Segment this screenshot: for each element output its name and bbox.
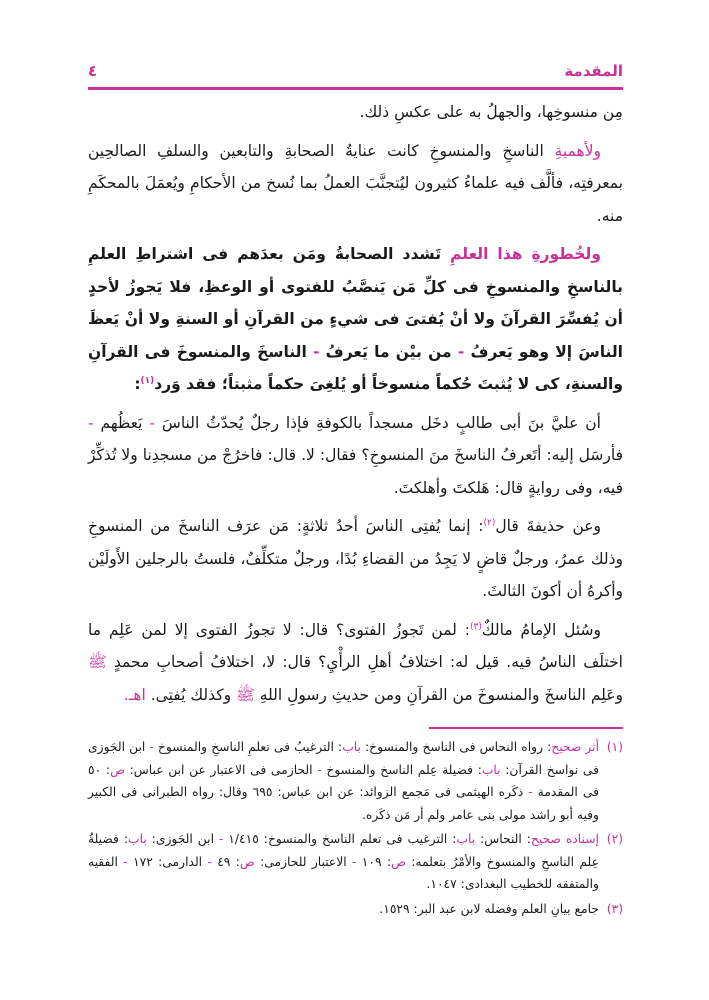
header-divider [88,87,623,90]
text-segment: : إنما يُفتِى الناسَ أحدُ ثلاثةٍ: مَن عرَف الناسخَ من المنسوخِ وذلك عمرُ، ورجلٌ قاضٍ لا يَجِدُ من القضاءِ بُدًا، ورجلٌ متكلِّفٌ، فلستُ بالرجلين الأَولَيْن وأكرهُ أن أكونَ الثالثَ. [88,517,623,600]
text-segment: وكذلك يُفتِى. [145,685,237,704]
highlighted-text: باب [342,740,361,754]
highlighted-text: - [313,342,320,361]
footnote-number: (٣) [606,901,623,916]
text-segment: مِن منسوخِها، والجهلُ به على عكسِ ذلك. [359,103,623,121]
paragraph [88,407,623,505]
highlighted-text: - [528,785,533,799]
highlighted-text: اهـ. [123,685,146,704]
text-segment: الاعتبار للحازمى: [254,854,353,869]
highlighted-text: ص [391,854,406,869]
highlighted-text: أثر صحيح [551,740,599,754]
footnote-reference[interactable]: (٢) [483,517,496,528]
text-segment: : ١٠٩ [356,854,392,869]
text-segment: : ٤٩ [211,854,240,869]
highlighted-text: - [123,854,128,869]
page-header [88,56,623,86]
text-segment: جامع بيانِ العلم وفضله لابن عبد البر: ١٥٢٩. [379,901,599,916]
text-segment: الفقيه والمتفقه للخطيب البغدادى: ١٠٤٧. [88,854,599,891]
text-segment: : فضيلة عِلم الناسخ والمنسوخ [321,762,482,777]
text-segment: ذكَره الهيثمى فى مَجمع الزوائد: عن ابن عباس: ٦٩٥ وقال: رواه الطبرانى فى الكبير وفيه أبو راشد مولى بنى عامر ولم أر مَن ذكَره. [88,785,599,822]
chapter-title: المقدمة [564,62,623,80]
text-segment: الحازمى فى الاعتبار عن ابن عباس: [124,762,318,777]
page-number: ٤ [88,62,98,80]
footnote [88,898,623,921]
text-segment: : الترغيب فى تعلم الناسخ والمنسوخ: ١/٤١٥ [223,832,457,846]
highlighted-text: - [352,854,357,869]
highlighted-text: - [88,413,94,432]
text-segment: ابن الجَوزى فى نواسخ القرآن: [88,740,599,777]
footnote-reference[interactable]: (١) [140,375,155,386]
footnote-number: (٢) [606,832,623,846]
text-segment: : فضيلةُ عِلم الناسخِ والمنسوخ والأمْرُ بتعلمه: [88,832,599,869]
highlighted-text: ص [239,854,255,869]
main-text [88,96,623,717]
footnote [88,828,623,896]
highlighted-text: ولأهميةِ [554,141,601,160]
footnote-divider [429,727,623,729]
text-segment: : لمن تَجوزُ الفتوى؟ قال: لا تجوزُ الفتوى إلا لمن عَلِم ما اختلَف الناسُ فيه. قيل له: اختلافُ أهلِ الرأْيِ؟ قال: لا، اختلافُ أصحابِ محمدٍ [88,620,623,671]
highlighted-text: ﷺ [88,653,107,671]
footnote-number: (١) [606,740,623,754]
highlighted-text: - [218,832,224,846]
text-segment: : ٥٠ فى المقدمة [88,762,599,799]
text-segment: الناسخَ والمنسوخَ فى القرآنِ والسنةِ، كى لا يُثبتَ حُكماً منسوخاً أو يُلغِىَ حكماً مثبتاً؛ فقد وَرد [88,342,623,393]
text-segment: وعَلِم الناسخَ والمنسوخَ من القرآنِ ومن حديثِ رسولِ اللهِ [254,685,623,704]
footnote [88,736,623,826]
paragraph [88,135,623,233]
highlighted-text: باب [128,832,147,846]
text-segment: : [134,375,141,393]
paragraph [88,510,623,608]
highlighted-text: - [317,762,322,777]
paragraph [88,238,623,401]
text-segment: : الترغيبُ فى تعلمِ الناسخِ والمنسوخ [153,740,343,754]
highlighted-text: ص [110,762,125,777]
highlighted-text: باب [481,762,501,777]
text-segment: ابن الجَوزى: [146,832,219,846]
highlighted-text: - [149,413,155,432]
highlighted-text: - [149,740,154,754]
text-segment: فأرسَل إليه: أتَعرفُ الناسخَ منَ المنسوخِ؟ فقال: لا. قال: فاخرُجْ من مسجدِنا ولا تُذكِّرْ فيه، وفى روايةٍ قال: هَلكتَ وأهلكتَ. [88,446,623,497]
text-segment: أن عليَّ بنَ أبى طالبٍ دخَل مسجداً بالكوفةِ فإذا رجلٌ يُحدّثُ الناسَ [154,413,601,432]
text-segment: وعن حذيفةَ قال [495,517,601,535]
text-segment: وسُئل الإمامُ مالكٌ [481,620,601,639]
text-segment: يَعظُهم [93,413,150,432]
text-segment: الدارمى: ١٧٢ [127,854,208,869]
highlighted-text: - [207,854,212,869]
text-segment: : النحاس: [475,832,531,846]
highlighted-text: ﷺ [236,685,255,704]
text-segment: الناسخِ والمنسوخِ كانت عنايةُ الصحابةِ والتابعين والسلفِ الصالحِين بمعرفتِه، فألَّف فيه علماءُ كثيرون ليُتجنَّبَ العملُ بما نُسخ من الأحكامِ ويُعمَلَ بالمحكَمِ منه. [88,141,623,225]
highlighted-text: إسناده صحيح [530,832,599,846]
footnotes [88,736,623,922]
highlighted-text: باب [456,832,476,846]
footnote-reference[interactable]: (٣) [469,621,482,632]
text-segment: من بيْن ما يَعرفُ [319,342,458,361]
text-segment: تَشدد الصحابةُ ومَن بعدَهم فى اشتراطِ العلمِ بالناسخِ والمنسوخِ فى كلِّ مَن يَنصَّبُ للفتوى أو الوعظِ، فلا يَجوزُ لأحدٍ أن يُفسِّرَ القرآنَ ولا أنْ يُفتىَ فى شيءٍ من القرآنِ أو السنةِ ولا أنْ يَعظَ الناسَ إلا وهو يَعرفُ [88,245,623,361]
text-segment: : رواه النحاس فى الناسخ والمنسوخ: [360,740,552,754]
highlighted-text: ولخُطورةِ هذا العلمِ [450,245,601,263]
paragraph [88,614,623,712]
highlighted-text: - [457,342,465,361]
paragraph [88,96,623,129]
